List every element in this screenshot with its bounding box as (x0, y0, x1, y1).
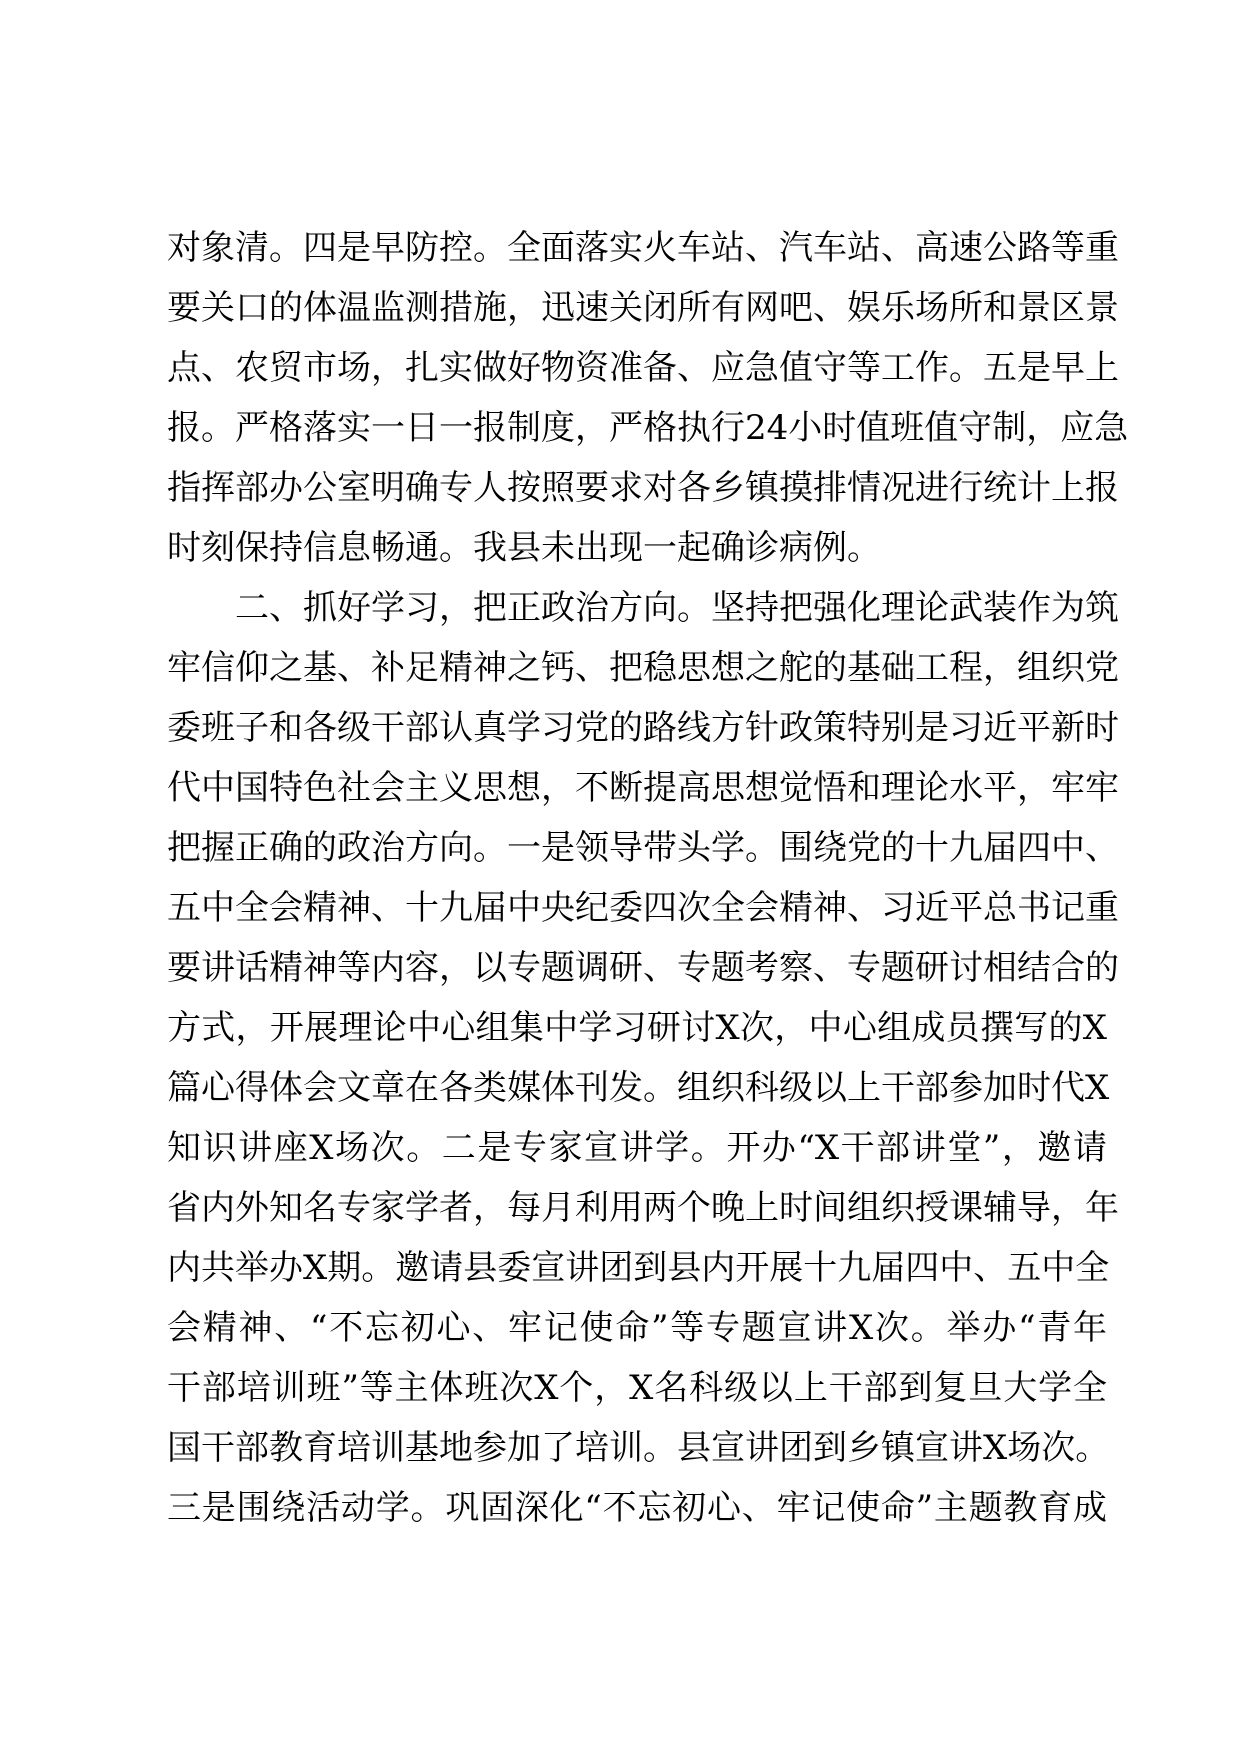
text-line: 五中全会精神、十九届中央纪委四次全会精神、习近平总书记重 (167, 888, 1119, 928)
text-line: 篇心得体会文章在各类媒体刊发。组织科级以上干部参加时代X (167, 1068, 1110, 1108)
text-line: 时刻保持信息畅通。我县未出现一起确诊病例。 (167, 528, 881, 568)
paragraph-study-politics (167, 578, 1119, 1538)
paragraph-epidemic-control (167, 218, 1129, 578)
text-line: 点、农贸市场，扎实做好物资准备、应急值守等工作。五是早上 (167, 348, 1119, 388)
text-line: 要讲话精神等内容，以专题调研、专题考察、专题研讨相结合的 (167, 948, 1119, 988)
body-text (167, 218, 1129, 1538)
text-line: 内共举办X期。邀请县委宣讲团到县内开展十九届四中、五中全 (167, 1248, 1110, 1288)
text-line: 方式，开展理论中心组集中学习研讨X次，中心组成员撰写的X (167, 1008, 1107, 1048)
text-line: 指挥部办公室明确专人按照要求对各乡镇摸排情况进行统计上报 (167, 468, 1119, 508)
text-line: 国干部教育培训基地参加了培训。县宣讲团到乡镇宣讲X场次。 (167, 1428, 1110, 1468)
text-line: 代中国特色社会主义思想，不断提高思想觉悟和理论水平，牢牢 (167, 768, 1119, 808)
text-line: 要关口的体温监测措施，迅速关闭所有网吧、娱乐场所和景区景 (167, 288, 1119, 328)
text-line: 三是围绕活动学。巩固深化“不忘初心、牢记使命”主题教育成 (167, 1488, 1107, 1528)
text-line: 会精神、“不忘初心、牢记使命”等专题宣讲X次。举办“青年 (167, 1308, 1107, 1348)
text-line: 知识讲座X场次。二是专家宣讲学。开办“X干部讲堂”，邀请 (167, 1128, 1107, 1168)
text-line: 报。严格落实一日一报制度，严格执行24小时值班值守制，应急 (167, 408, 1129, 448)
text-line: 干部培训班”等主体班次X个，X名科级以上干部到复旦大学全 (167, 1368, 1107, 1408)
text-line: 省内外知名专家学者，每月利用两个晚上时间组织授课辅导，年 (167, 1188, 1119, 1228)
text-line: 把握正确的政治方向。一是领导带头学。围绕党的十九届四中、 (167, 828, 1119, 868)
text-line: 牢信仰之基、补足精神之钙、把稳思想之舵的基础工程，组织党 (167, 648, 1119, 688)
text-line: 对象清。四是早防控。全面落实火车站、汽车站、高速公路等重 (167, 228, 1119, 268)
paragraph-heading-line: 二、抓好学习，把正政治方向。坚持把强化理论武装作为筑 (235, 588, 1119, 628)
text-line: 委班子和各级干部认真学习党的路线方针政策特别是习近平新时 (167, 708, 1119, 748)
